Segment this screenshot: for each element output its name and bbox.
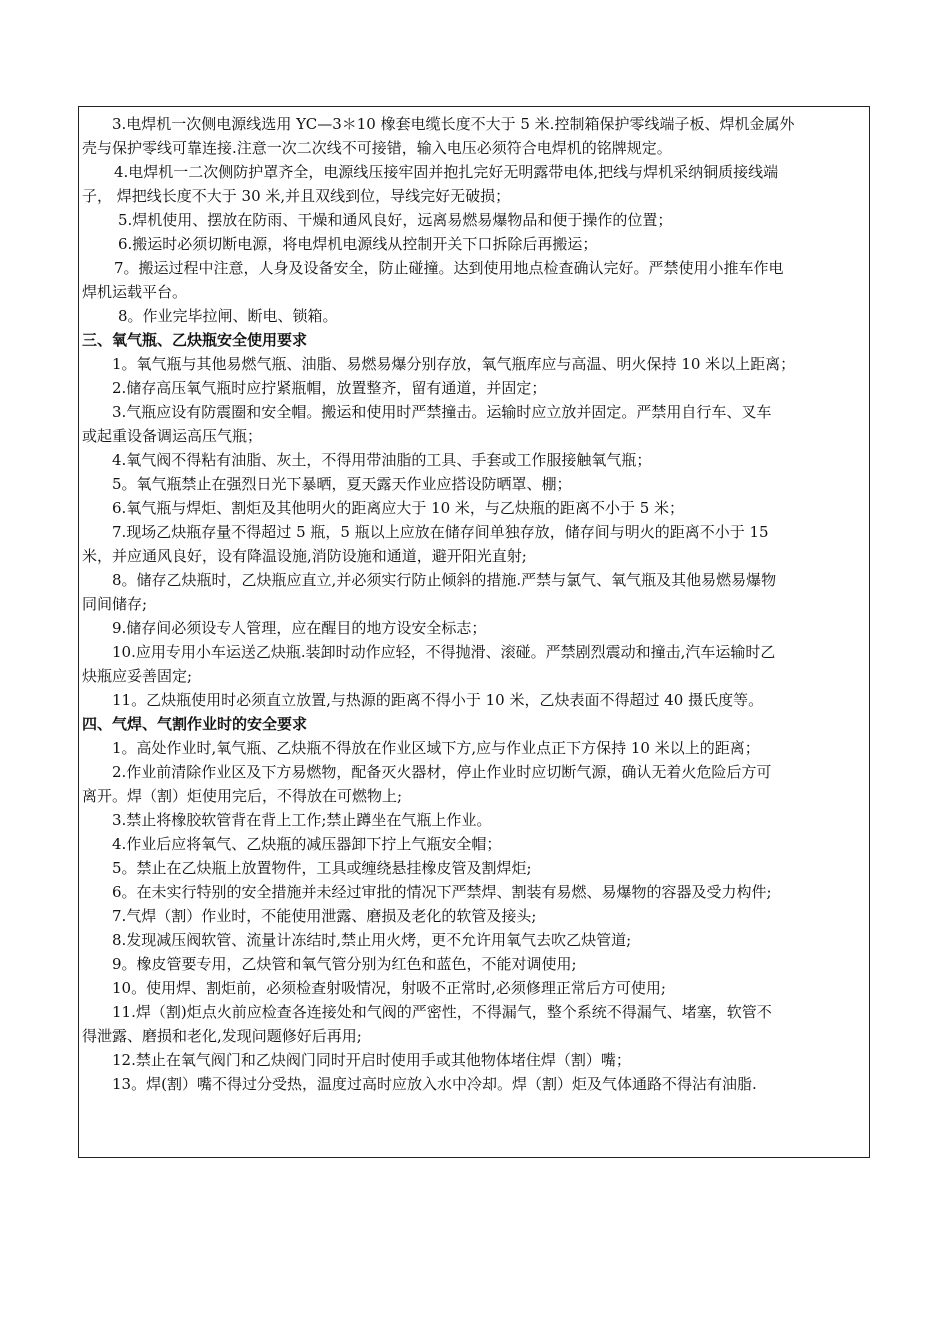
text-line: 7.气焊（割）作业时，不能使用泄露、磨损及老化的软管及接头; bbox=[112, 907, 537, 925]
text-line: 1。高处作业时,氧气瓶、乙炔瓶不得放在作业区域下方,应与作业点正下方保持 10 米以上的距离； bbox=[112, 739, 760, 757]
text-line: 11。乙炔瓶使用时必须直立放置,与热源的距离不得小于 10 米，乙炔表面不得超过 40 摄氏度等。 bbox=[112, 691, 764, 709]
text-line: 7.现场乙炔瓶存量不得超过 5 瓶，5 瓶以上应放在储存间单独存放，储存间与明火的距离不小于 15 bbox=[112, 523, 769, 541]
text-line: 4.电焊机一二次侧防护罩齐全，电源线压接牢固并抱扎完好无明露带电体,把线与焊机采纳铜质接线端 bbox=[114, 163, 779, 181]
text-line: 壳与保护零线可靠连接.注意一次二次线不可接错，输入电压必须符合电焊机的铭牌规定。 bbox=[82, 139, 672, 157]
text-line: 炔瓶应妥善固定; bbox=[82, 667, 193, 685]
text-line: 离开。焊（割）炬使用完后，不得放在可燃物上; bbox=[82, 787, 403, 805]
text-line: 得泄露、磨损和老化,发现问题修好后再用; bbox=[82, 1027, 362, 1045]
text-line: 8。作业完毕拉闸、断电、锁箱。 bbox=[118, 307, 338, 325]
section-heading: 三、氧气瓶、乙炔瓶安全使用要求 bbox=[82, 331, 308, 349]
text-line: 7。搬运过程中注意，人身及设备安全，防止碰撞。达到使用地点检查确认完好。严禁使用小推车作电 bbox=[114, 259, 784, 277]
text-line: 3.禁止将橡胶软管背在背上工作;禁止蹲坐在气瓶上作业。 bbox=[112, 811, 492, 829]
text-line: 同间储存; bbox=[82, 595, 148, 613]
text-line: 11.焊（割)炬点火前应检查各连接处和气阀的严密性，不得漏气，整个系统不得漏气、堵塞，软管不 bbox=[112, 1003, 772, 1021]
text-line: 2.作业前清除作业区及下方易燃物，配备灭火器材，停止作业时应切断气源，确认无着火危险后方可 bbox=[112, 763, 772, 781]
text-line: 6.氧气瓶与焊炬、割炬及其他明火的距离应大于 10 米，与乙炔瓶的距离不小于 5 米； bbox=[112, 499, 685, 517]
text-line: 9.储存间必须设专人管理，应在醒目的地方设安全标志； bbox=[112, 619, 487, 637]
text-line: 子， 焊把线长度不大于 30 米,并且双线到位，导线完好无破损； bbox=[82, 187, 511, 205]
text-line: 焊机运载平台。 bbox=[82, 283, 188, 301]
text-line: 9。橡皮管要专用，乙炔管和氧气管分别为红色和蓝色，不能对调使用; bbox=[112, 955, 577, 973]
text-line: 米，并应通风良好，设有降温设施,消防设施和通道，避开阳光直射; bbox=[82, 547, 527, 565]
document-content bbox=[82, 112, 868, 1096]
text-line: 5.焊机使用、摆放在防雨、干燥和通风良好，远离易燃易爆物品和便于操作的位置； bbox=[118, 211, 673, 229]
text-line: 13。焊(割）嘴不得过分受热，温度过高时应放入水中冷却。焊（割）炬及气体通路不得沾有油脂. bbox=[112, 1075, 757, 1093]
text-line: 或起重设备调运高压气瓶； bbox=[82, 427, 263, 445]
text-line: 4.作业后应将氧气、乙炔瓶的减压器卸下拧上气瓶安全帽； bbox=[112, 835, 502, 853]
text-line: 2.储存高压氧气瓶时应拧紧瓶帽，放置整齐，留有通道，并固定； bbox=[112, 379, 547, 397]
text-line: 6.搬运时必须切断电源，将电焊机电源线从控制开关下口拆除后再搬运； bbox=[118, 235, 598, 253]
text-line: 5。氧气瓶禁止在强烈日光下暴晒，夏天露天作业应搭设防晒罩、棚； bbox=[112, 475, 572, 493]
text-line: 8.发现减压阀软管、流量计冻结时,禁止用火烤，更不允许用氧气去吹乙炔管道; bbox=[112, 931, 632, 949]
text-line: 5。禁止在乙炔瓶上放置物件，工具或缠绕悬挂橡皮管及割焊炬; bbox=[112, 859, 532, 877]
text-line: 10。使用焊、割炬前，必须检查射吸情况，射吸不正常时,必须修理正常后方可使用; bbox=[112, 979, 666, 997]
text-line: 12.禁止在氧气阀门和乙炔阀门同时开启时使用手或其他物体堵住焊（割）嘴； bbox=[112, 1051, 631, 1069]
text-line: 10.应用专用小车运送乙炔瓶.装卸时动作应轻，不得抛滑、滚碰。严禁剧烈震动和撞击,汽车运输时乙 bbox=[112, 643, 776, 661]
text-line: 4.氧气阀不得粘有油脂、灰土，不得用带油脂的工具、手套或工作服接触氧气瓶； bbox=[112, 451, 652, 469]
text-line: 8。储存乙炔瓶时，乙炔瓶应直立,并必须实行防止倾斜的措施.严禁与氯气、氧气瓶及其他易燃易爆物 bbox=[112, 571, 777, 589]
text-line: 6。在未实行特别的安全措施并未经过审批的情况下严禁焊、割装有易燃、易爆物的容器及受力构件; bbox=[112, 883, 772, 901]
text-line: 3.气瓶应设有防震圈和安全帽。搬运和使用时严禁撞击。运输时应立放并固定。严禁用自行车、叉车 bbox=[112, 403, 772, 421]
section-heading: 四、气焊、气割作业时的安全要求 bbox=[82, 715, 308, 733]
text-line: 3.电焊机一次侧电源线选用 YC—3＊10 橡套电缆长度不大于 5 米.控制箱保护零线端子板、焊机金属外 bbox=[112, 115, 795, 133]
text-line: 1。氧气瓶与其他易燃气瓶、油脂、易燃易爆分别存放，氧气瓶库应与高温、明火保持 10 米以上距离； bbox=[112, 355, 796, 373]
